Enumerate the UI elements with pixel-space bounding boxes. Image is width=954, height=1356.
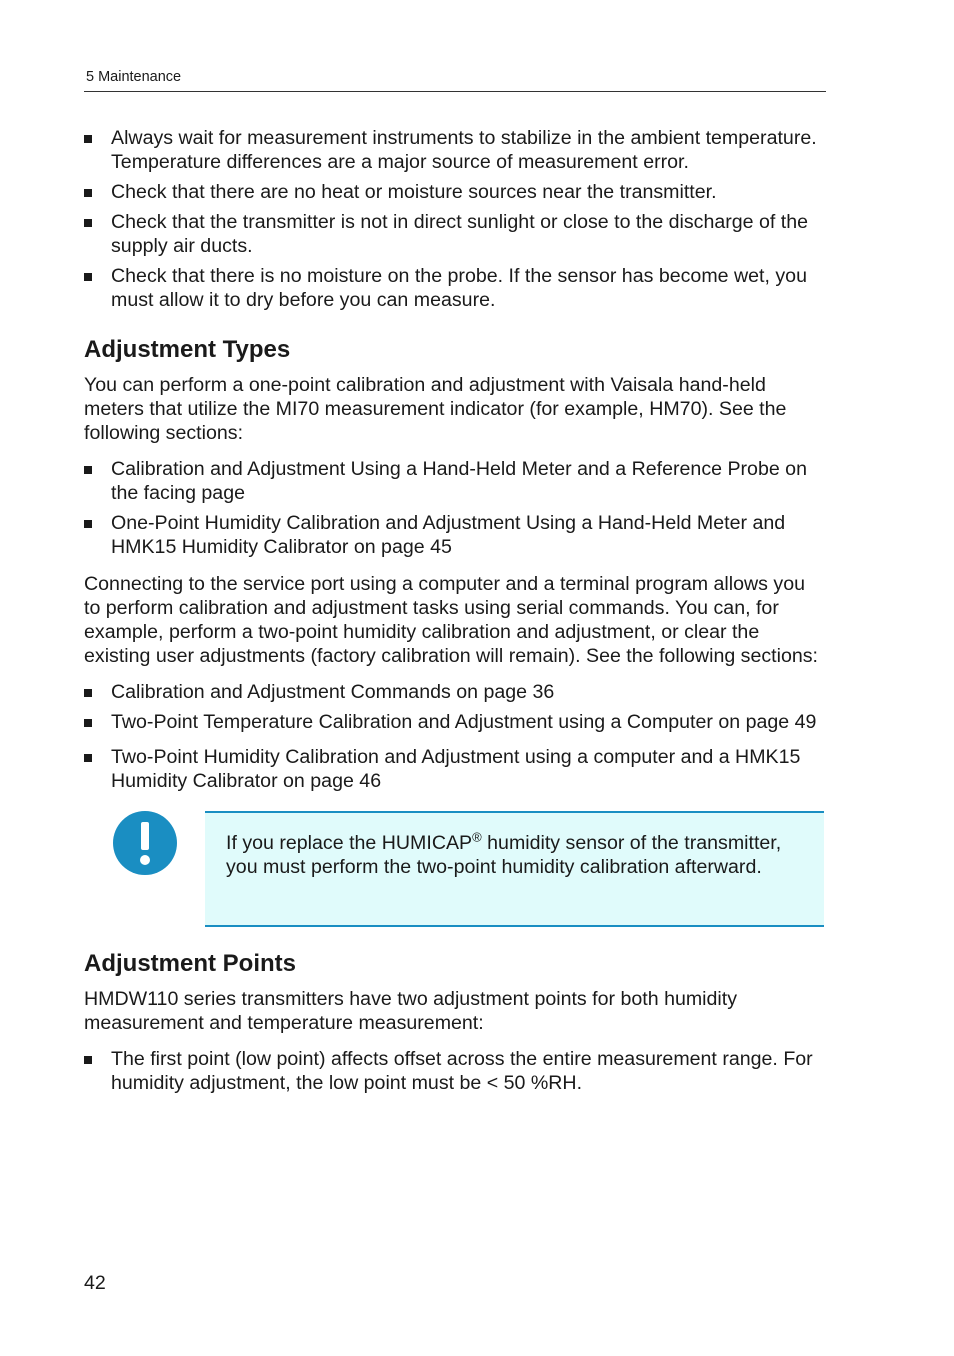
list-item: The first point (low point) affects offset across the entire measurement range. For humidity adjustment, the low point must be < 50 %RH. — [84, 1047, 826, 1095]
section-title: 5 Maintenance — [86, 69, 182, 85]
bullet-list — [84, 457, 826, 559]
list-item: Calibration and Adjustment Using a Hand-Held Meter and a Reference Probe on the facing page — [84, 457, 826, 505]
paragraph: Connecting to the service port using a computer and a terminal program allows you to perform calibration and adjustment tasks using serial commands. You can, for example, perform a two-point humidity calibration and adjustment, or clear the existing user adjustments (factory calibration will remain). See the following sections: — [84, 573, 819, 667]
list-item: Calibration and Adjustment Commands on page 36 — [84, 680, 826, 704]
bullet-list — [84, 680, 826, 793]
list-item: Check that the transmitter is not in direct sunlight or close to the discharge of the supply air ducts. — [84, 210, 826, 258]
bullet-list — [84, 1047, 826, 1095]
list-item: Two-Point Temperature Calibration and Adjustment using a Computer on page 49 — [84, 710, 826, 734]
running-header — [84, 69, 826, 92]
list-item: One-Point Humidity Calibration and Adjustment Using a Hand-Held Meter and HMK15 Humidity Calibrator on page 45 — [84, 511, 826, 559]
paragraph: HMDW110 series transmitters have two adjustment points for both humidity measurement and temperature measurement: — [84, 988, 738, 1034]
paragraph: You can perform a one-point calibration and adjustment with Vaisala hand-held meters that utilize the MI70 measurement indicator (for example, HM70). See the following sections: — [84, 374, 787, 444]
list-item: Always wait for measurement instruments to stabilize in the ambient temperature. Temperature differences are a major source of measurement error. — [84, 126, 826, 174]
exclamation-icon — [113, 811, 177, 875]
note-text-start: If you replace the HUMICAP — [226, 832, 473, 854]
section-heading-adjustment-types: Adjustment Types — [84, 336, 291, 363]
page-content — [84, 126, 826, 1101]
list-item: Check that there is no moisture on the probe. If the sensor has become wet, you must allow it to dry before you can measure. — [84, 264, 826, 312]
list-item: Check that there are no heat or moisture sources near the transmitter. — [84, 180, 826, 204]
registered-mark: ® — [472, 829, 482, 845]
intro-bullet-list — [84, 126, 826, 312]
note-text — [226, 831, 816, 879]
page-number: 42 — [84, 1272, 106, 1294]
section-heading-adjustment-points: Adjustment Points — [84, 950, 297, 977]
note-box — [205, 811, 824, 927]
note-text-end: humidity sensor of the transmitter, you must perform the two-point humidity calibration afterward. — [226, 832, 782, 878]
note-callout — [84, 811, 826, 925]
list-item: Two-Point Humidity Calibration and Adjustment using a computer and a HMK15 Humidity Calibrator on page 46 — [84, 745, 826, 793]
